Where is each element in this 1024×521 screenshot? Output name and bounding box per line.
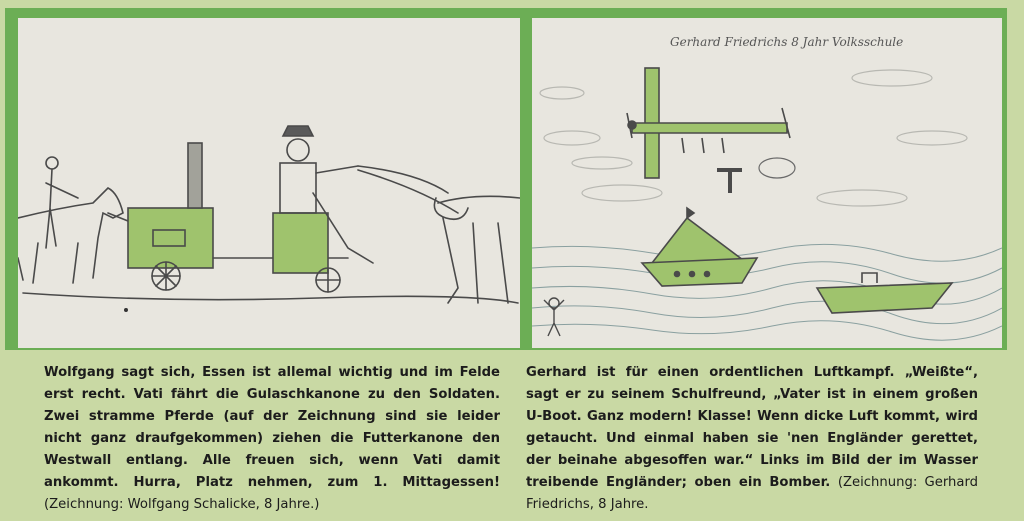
left-caption-credit: (Zeichnung: Wolfgang Schalicke, 8 Jahre.) — [44, 497, 320, 512]
englishman-figure — [544, 298, 564, 336]
green-frame — [5, 8, 1007, 350]
right-caption-credit: (Zeichnung: Gerhard Friedrichs, 8 Jahre. — [526, 475, 979, 512]
bomber-plane — [627, 68, 790, 178]
field-kitchen-drawing — [18, 18, 520, 348]
air-battle-drawing — [532, 18, 1002, 348]
handwritten-signature: Gerhard Friedrichs 8 Jahr Volksschule — [670, 35, 904, 49]
left-drawing-panel — [18, 18, 520, 348]
second-boat — [817, 273, 952, 313]
right-caption — [526, 362, 978, 516]
left-caption-text: Wolfgang sagt sich, Essen ist allemal wichtig und im Felde erst recht. Vati fährt die Gulaschkanone zu den Soldaten. Zwei stramme Pferde (auf der Zeichnung sind sie leider nicht ganz draufgekommen) ziehen die Futterkanone den Westwall entlang. Alle freuen sich, wenn Vati damit ankommt. Hurra, Platz nehmen, zum 1. Mittagessen! — [44, 365, 500, 490]
left-caption — [44, 362, 500, 516]
right-drawing-panel — [532, 18, 1002, 348]
u-boat — [642, 208, 757, 286]
cloud-scribbles — [540, 70, 967, 206]
right-caption-text: Gerhard ist für einen ordentlichen Luftkampf. „Weißte“, sagt er zu seinem Schulfreund, „Vater ist in einem großen U-Boot. Ganz modern! Klasse! Wenn dicke Luft kommt, wird getaucht. Und einmal haben sie 'nen Engländer gerettet, der beinahe abgesoffen war.“ Links im Bild der im Wasser treibende Engländer; oben ein Bomber. — [526, 365, 978, 490]
